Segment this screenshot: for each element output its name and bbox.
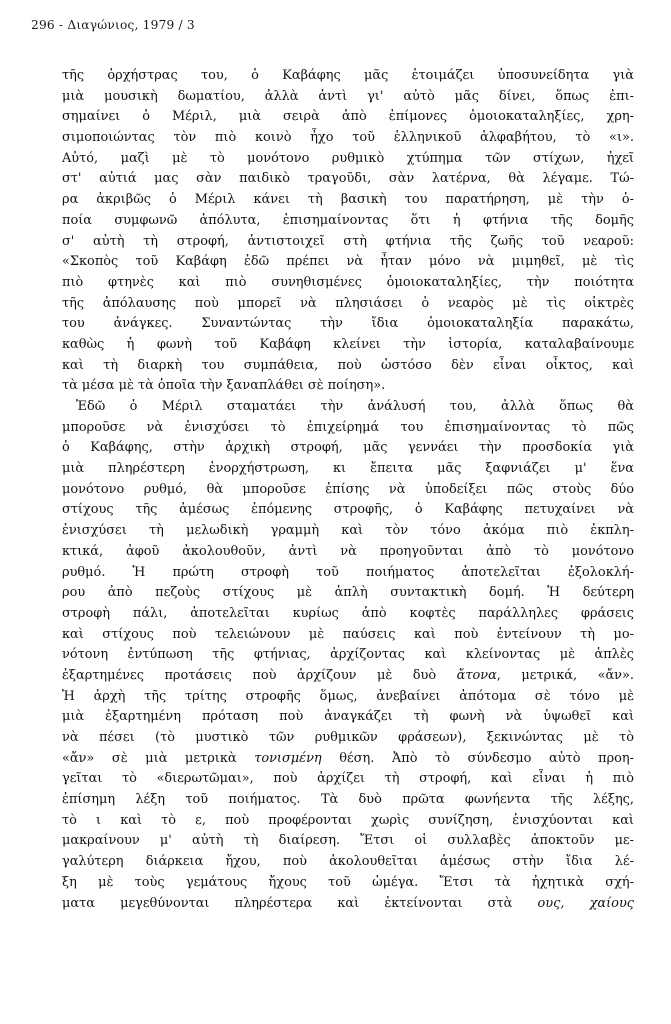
text-line: ρου ἀπὸ πεζοὺς στίχους μὲ ἁπλὴ συντακτικὴ δομή. Ἡ δεύτερη (62, 585, 634, 601)
text-line: ἐπίσημη λέξη τοῦ ποιήματος. Τὰ δυὸ πρῶτα φωνήεντα τῆς λέξης, (62, 792, 634, 808)
text-line: μακραίνουν μ' αὐτὴ τὴ διαίρεση. Ἔτσι οἱ συλλαβὲς ἀποκτοῦν με- (62, 833, 634, 849)
text-line: Ἐδῶ ὁ Μέριλ σταματάει τὴν ἀνάλυσή του, ἀλλὰ ὅπως θὰ (76, 399, 634, 414)
text-line: «ἄν» σὲ μιὰ μετρικὰ τονισμένη θέση. Ἀπὸ τὸ σύνδεσμο αὐτὸ προη- (62, 750, 634, 766)
text-line: καὶ στίχους ποὺ τελειώνουν μὲ παύσεις καὶ ποὺ ἐντείνουν τὴ μο- (62, 626, 634, 642)
text-line: στροφὴ πάλι, ἀποτελεῖται κυρίως ἀπὸ κοφτὲς παράλληλες φράσεις (62, 605, 634, 621)
text-line: του ἀνάγκες. Συναντώντας τὴν ἴδια ὁμοιοκαταληξία παρακάτω, (62, 316, 634, 332)
text-line: μιὰ πληρέστερη ἐνορχήστρωση, κι ἔπειτα μᾶς ξαφνιάζει μ' ἕνα (62, 461, 634, 477)
text-line: μποροῦσε νὰ ἐνισχύσει τὸ ἐπιχείρημά του ἐπισημαίνοντας τὸ πῶς (62, 419, 634, 435)
paragraph (62, 397, 634, 914)
text-line: γεῖται τὸ «διερωτῶμαι», ποὺ ἀρχίζει τὴ στροφή, καὶ εἶναι ἡ πιὸ (62, 771, 634, 787)
text-line: γαλύτερη διάρκεια ἤχου, ποὺ ἀκολουθεῖται ἀμέσως στὴν ἴδια λέ- (62, 854, 634, 870)
text-line: στίχους τῆς ἀμέσως ἑπόμενης στροφῆς, ὁ Καβάφης πετυχαίνει νὰ (62, 502, 634, 518)
text-line: τὰ μέσα μὲ τὰ ὁποῖα τὴν ξαναπλάθει σὲ ποίηση». (62, 378, 386, 394)
text-line: τῆς ἀπόλαυσης ποὺ μπορεῖ νὰ πλησιάσει ὁ νεαρὸς μὲ τὶς οἰκτρὲς (62, 295, 634, 311)
text-line: σιμοποιώντας τὸν πιὸ κοινὸ ἦχο τοῦ ἑλληνικοῦ ἀλφαβήτου, τὸ «ι». (62, 130, 634, 146)
text-line: μονότονο ρυθμό, θὰ μποροῦσε ἐπίσης νὰ ὑποδείξει πῶς στοὺς δύο (62, 481, 634, 497)
italic-word: τονισμένη (254, 750, 322, 766)
text-line: νὰ πέσει (τὸ μυστικὸ τῶν ρυθμικῶν φράσεων), ξεκινώντας μὲ τὸ (62, 730, 634, 745)
text-line: ὁ Καβάφης, στὴν ἀρχικὴ στροφή, μᾶς γεννάει τὴν προσδοκία γιὰ (62, 440, 634, 456)
text-line: Ἡ ἀρχὴ τῆς τρίτης στροφῆς ὅμως, ἀνεβαίνει ἀπότομα σὲ τόνο μὲ (62, 688, 634, 704)
text-line: ἐξαρτημένες προτάσεις ποὺ ἀρχίζουν μὲ δυὸ ἄτονα, μετρικά, «ἄν». (62, 667, 634, 683)
text-line: στ' αὐτιά μας σὰν παιδικὸ τραγοῦδι, σὰν λατέρνα, θὰ λέγαμε. Τώ- (62, 171, 634, 187)
text-line: «Σκοπὸς τοῦ Καβάφη ἐδῶ πρέπει νὰ ἦταν μόνο νὰ μιμηθεῖ, μὲ τὶς (62, 254, 634, 270)
text-line: ἐνισχύσει τὴ μελωδικὴ γραμμὴ καὶ τὸν τόνο ἀκόμα πιὸ ἐκπλη- (62, 523, 634, 539)
text-line: ματα μεγεθύνονται πληρέστερα καὶ ἐκτείνονται στὰ ους, χαίους (62, 895, 634, 911)
text-line: ρυθμό. Ἡ πρώτη στροφὴ τοῦ ποιήματος ἀποτελεῖται ἐξολοκλή- (62, 564, 634, 580)
text-line: τὸ ι καὶ τὸ ε, ποὺ προφέρονται χωρὶς συνίζηση, ἐνισχύονται καὶ (62, 812, 634, 828)
italic-word: ἄτονα (456, 667, 497, 683)
text-line: ξη μὲ τοὺς γεμάτους ἤχους τοῦ ὠμέγα. Ἔτσι τὰ ἠχητικὰ σχή- (62, 874, 634, 890)
text-line: κτικά, ἀφοῦ ἀκολουθοῦν, ἀντὶ νὰ προηγοῦνται ἀπὸ τὸ μονότονο (62, 543, 634, 559)
text-line: ποία συμφωνῶ ἀπόλυτα, ἐπισημαίνοντας ὅτι ἡ φτήνια τῆς δομῆς (62, 212, 634, 228)
text-line: νότονη ἐντύπωση τῆς φτήνιας, ἀρχίζοντας καὶ κλείνοντας μὲ ἁπλὲς (62, 647, 634, 663)
text-line: καὶ τὴ διαρκὴ του συμπάθεια, ποὺ ὡστόσο δὲν εἶναι οἶκτος, καὶ (62, 357, 634, 373)
text-line: τῆς ὀρχήστρας του, ὁ Καβάφης μᾶς ἑτοιμάζει ὑποσυνείδητα γιὰ (62, 68, 634, 83)
text-line: σημαίνει ὁ Μέριλ, μιὰ σειρὰ ἀπὸ ἐπίμονες ὁμοιοκαταληξίες, χρη- (62, 109, 634, 125)
text-line: ρα ἀκριβῶς ὁ Μέριλ κάνει τὴ βασικὴ του παρατήρηση, μὲ τὴν ὁ- (62, 192, 634, 208)
text-line: μιὰ μουσικὴ δωματίου, ἀλλὰ ἀντὶ γι' αὐτὸ μᾶς δίνει, ὅπως ἐπι- (62, 88, 634, 104)
text-line: πιὸ φτηνὲς καὶ πιὸ συνηθισμένες ὁμοιοκαταληξίες, τὴν ποιότητα (62, 274, 634, 290)
italic-word: ους, χαίους (537, 895, 634, 911)
text-line: σ' αὐτὴ τὴ στροφή, ἀντιστοιχεῖ στὴ φτήνια τῆς ζωῆς τοῦ νεαροῦ: (62, 233, 634, 249)
paragraph (62, 66, 634, 397)
text-line: μιὰ ἐξαρτημένη πρόταση ποὺ ἀναγκάζει τὴ φωνὴ νὰ ὑψωθεῖ καὶ (62, 709, 634, 725)
running-head: 296 - Διαγώνιος, 1979 / 3 (31, 18, 195, 32)
text-line: Αὐτό, μαζὶ μὲ τὸ μονότονο ρυθμικὸ χτύπημα τῶν στίχων, ἠχεῖ (62, 150, 634, 166)
text-line: καθὼς ἡ φωνὴ τοῦ Καβάφη κλείνει τὴν ἱστορία, καταλαβαίνουμε (62, 336, 634, 352)
body-text (62, 66, 634, 914)
